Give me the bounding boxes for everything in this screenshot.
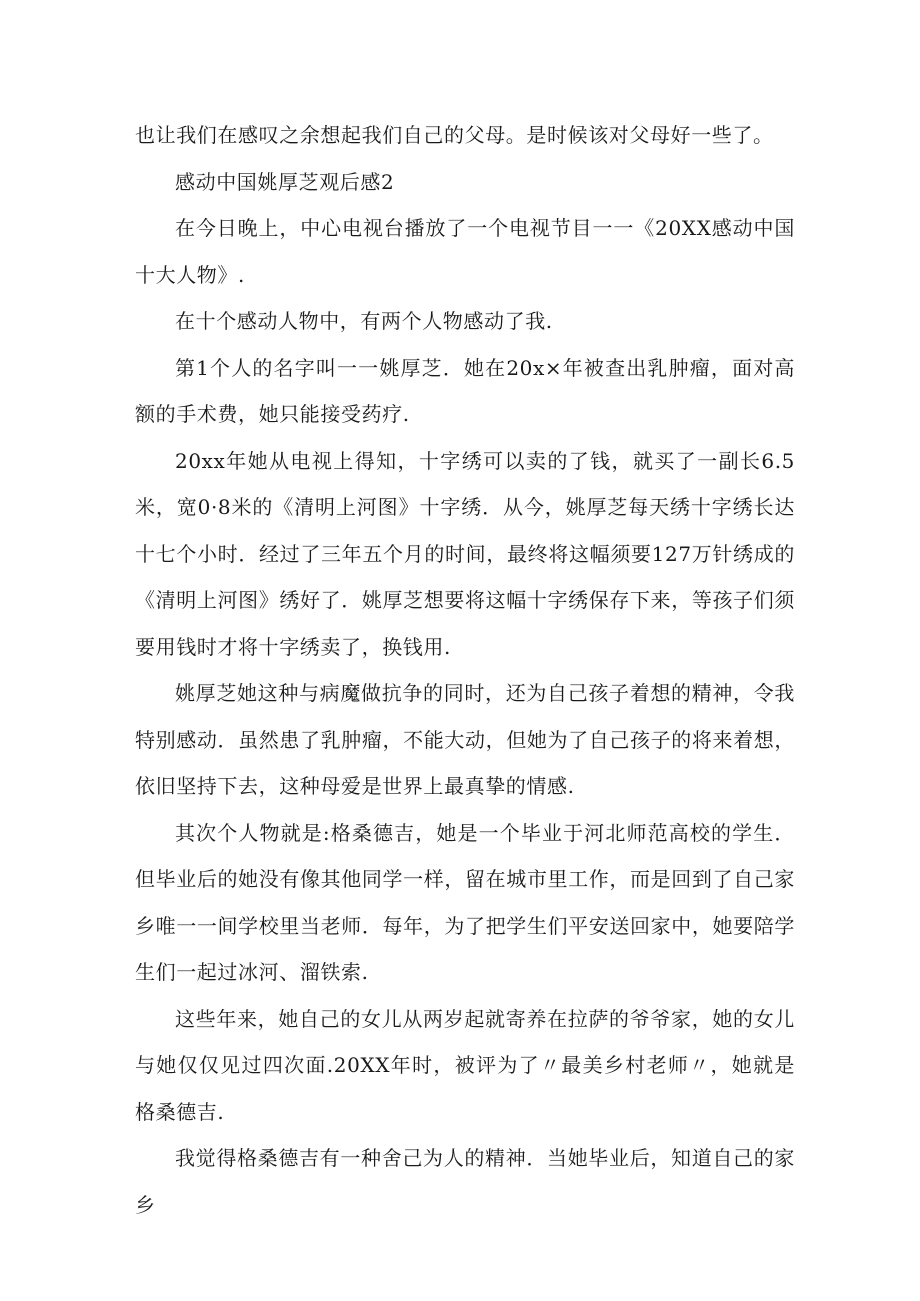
- paragraph-intro: 在今日晚上，中心电视台播放了一个电视节目一一《20XX感动中国十大人物》.: [135, 216, 795, 287]
- paragraph-cross-stitch: 20xx年她从电视上得知，十字绣可以卖的了钱，就买了一副长6.5米，宽0·8米的《清明上河图》十字绣．从今，姚厚芝每天绣十字绣长达十七个小时．经过了三年五个月的时间，最终将这幅须要127万针绣成的《清明上河图》绣好了．姚厚芝想要将这幅十字绣保存下来，等孩子们须要用钱时才将十字绣卖了，换钱用.: [135, 448, 795, 659]
- document-body: [135, 112, 795, 1228]
- section-title: 感动中国姚厚芝观后感2: [175, 169, 395, 194]
- paragraph-two-people: 在十个感动人物中，有两个人物感动了我.: [175, 309, 553, 333]
- paragraph-selfless: 我觉得格桑德吉有一种舍己为人的精神．当她毕业后，知道自己的家乡: [135, 1146, 795, 1217]
- paragraph-second-person: 其次个人物就是:格桑德吉，她是一个毕业于河北师范高校的学生．但毕业后的她没有像其他同学一样，留在城市里工作，而是回到了自己家乡唯一一间学校里当老师．每年，为了把学生们平安送回家中，她要陪学生们一起过冰河、溜铁索.: [135, 820, 795, 984]
- paragraph-daughter: 这些年来，她自己的女儿从两岁起就寄养在拉萨的爷爷家，她的女儿与她仅仅见过四次面.20XX年时，被评为了〃最美乡村老师〃，她就是格桑德吉.: [135, 1006, 795, 1124]
- paragraph-touched: 姚厚芝她这种与病魔做抗争的同时，还为自己孩子着想的精神，令我特别感动．虽然患了乳肿瘤，不能大动，但她为了自己孩子的将来着想，依旧坚持下去，这种母爱是世界上最真挚的情感.: [135, 681, 795, 798]
- paragraph-first-person: 第1个人的名字叫一一姚厚芝．她在20x×年被查出乳肿瘤，面对高额的手术费，她只能接受药疗.: [135, 355, 795, 426]
- paragraph-continuation: 也让我们在感叹之余想起我们自己的父母。是时候该对父母好一些了。: [135, 123, 774, 147]
